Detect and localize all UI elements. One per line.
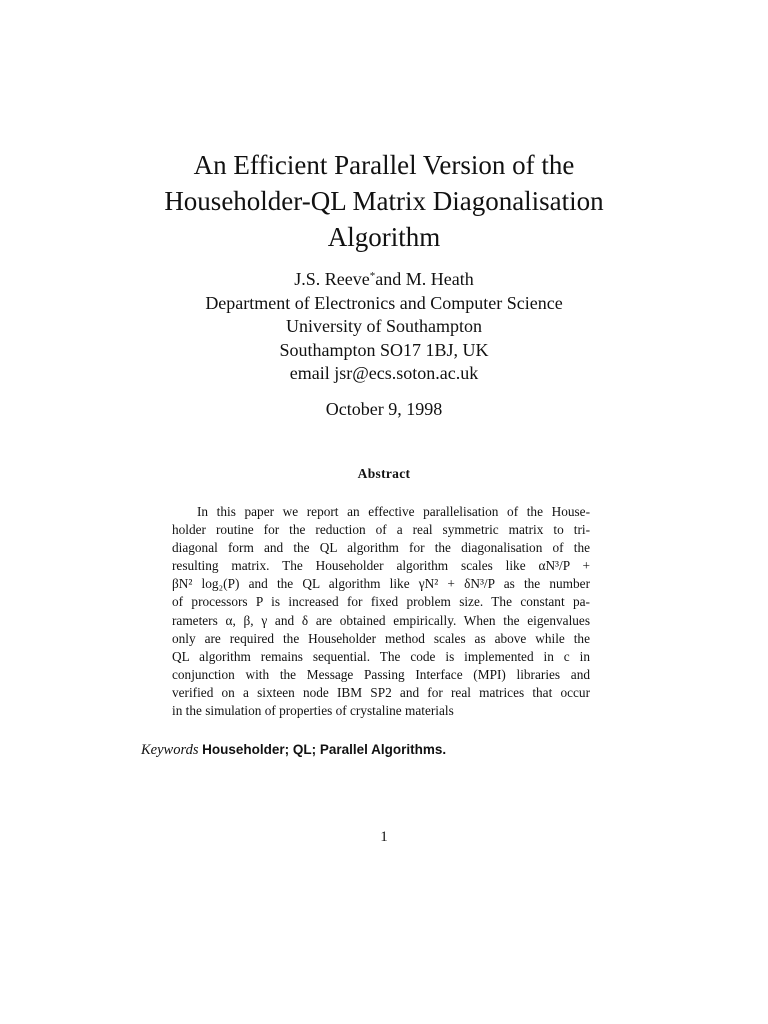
abstract-heading: Abstract <box>357 466 411 481</box>
title-line: An Efficient Parallel Version of the <box>193 150 575 180</box>
abstract-line: of processors P is increased for fixed problem size. The constant pa- <box>172 594 590 610</box>
abstract-line: In this paper we report an effective parallelisation of the House- <box>197 504 590 519</box>
title-line: Algorithm <box>327 222 441 252</box>
abstract-line: only are required the Householder method scales as above while the <box>172 630 590 646</box>
abstract-line: diagonal form and the QL algorithm for the diagonalisation of the <box>172 540 590 556</box>
abstract-line: βN² log₂(P) and the QL algorithm like γN² + δN³/P as the number <box>172 576 590 592</box>
keywords-label: Keywords <box>141 742 199 758</box>
abstract-body <box>172 503 590 720</box>
abstract-line: rameters α, β, γ and δ are obtained empirically. When the eigenvalues <box>172 612 590 628</box>
footnote-mark: * <box>369 270 376 282</box>
abstract-line: resulting matrix. The Householder algorithm scales like αN³/P + <box>172 558 590 574</box>
abstract-line: in the simulation of properties of crystaline materials <box>172 703 454 719</box>
paper-date: October 9, 1998 <box>325 399 443 419</box>
author-name-rest: and M. Heath <box>375 269 474 289</box>
abstract-line: QL algorithm remains sequential. The code is implemented in c in <box>172 648 590 664</box>
paper-title <box>0 147 768 255</box>
page-number: 1 <box>380 829 388 845</box>
title-line: Householder-QL Matrix Diagonalisation <box>164 186 604 216</box>
author-block <box>0 268 768 386</box>
keywords-terms: Householder; QL; Parallel Algorithms. <box>202 742 447 757</box>
abstract-line: holder routine for the reduction of a real symmetric matrix to tri- <box>172 522 590 538</box>
affiliation-university: University of Southampton <box>286 316 482 336</box>
abstract-line: conjunction with the Message Passing Interface (MPI) libraries and <box>172 666 590 682</box>
author-email: email jsr@ecs.soton.ac.uk <box>289 363 479 383</box>
keywords <box>141 742 446 759</box>
author-name-first: J.S. Reeve <box>294 269 370 289</box>
affiliation-department: Department of Electronics and Computer Science <box>205 292 563 313</box>
abstract-line: verified on a sixteen node IBM SP2 and for real matrices that occur <box>172 684 590 700</box>
affiliation-address: Southampton SO17 1BJ, UK <box>279 339 489 360</box>
author-names <box>0 268 768 292</box>
